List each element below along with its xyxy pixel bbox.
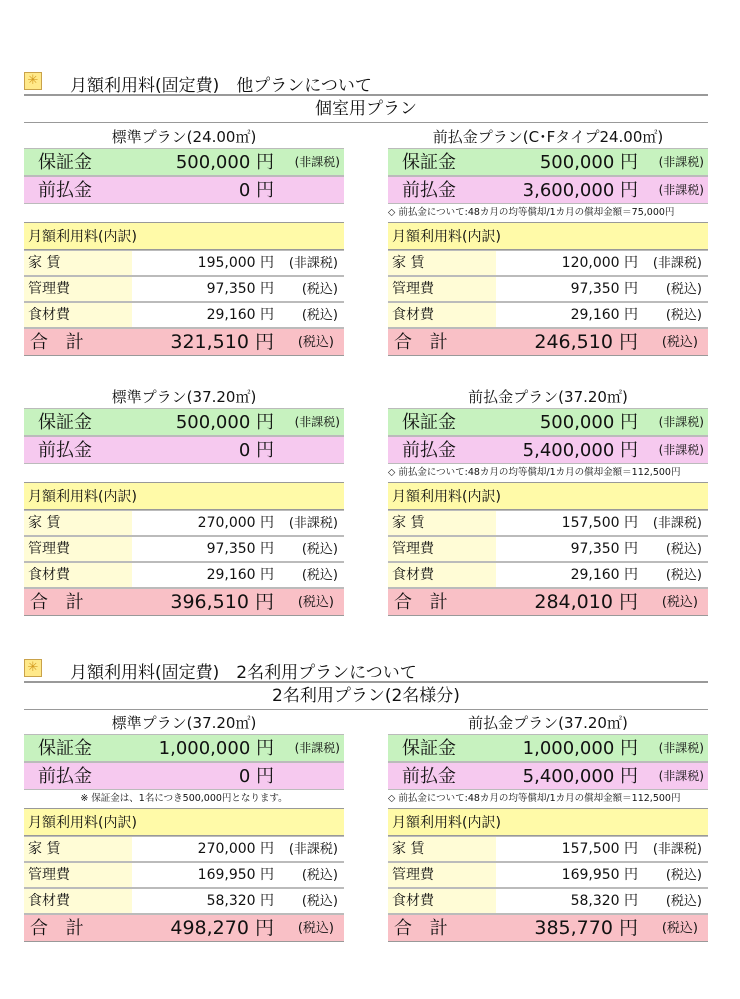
food-cost-row — [24, 888, 344, 914]
management-fee-value: 97,350 円 — [570, 281, 638, 297]
food-cost-label: 食材費 — [392, 307, 434, 323]
total-row — [388, 328, 708, 356]
plan-card — [24, 712, 344, 942]
prepay-label: 前払金 — [38, 180, 92, 201]
rent-row — [388, 836, 708, 862]
prepay-row — [24, 176, 344, 204]
deposit-label: 保証金 — [402, 152, 456, 173]
total-row — [24, 328, 344, 356]
deposit-label: 保証金 — [38, 412, 92, 433]
food-cost-tax: (税込) — [301, 308, 338, 323]
management-fee-row — [388, 536, 708, 562]
management-fee-value: 97,350 円 — [570, 541, 638, 557]
management-fee-label: 管理費 — [28, 541, 70, 557]
management-fee-tax: (税込) — [301, 542, 338, 557]
breakdown-header: 月額利用料(内訳) — [388, 222, 708, 250]
plan-note: ◇ 前払金について:48カ月の均等償却/1カ月の償却金額＝75,000円 — [388, 207, 675, 218]
rent-tax: (非課税) — [652, 256, 702, 271]
management-fee-label: 管理費 — [392, 281, 434, 297]
breakdown-header: 月額利用料(内訳) — [24, 482, 344, 510]
food-cost-row — [24, 562, 344, 588]
plan-name: 前払金プラン(C･Fタイプ24.00㎡) — [432, 128, 664, 146]
plan-name: 標準プラン(37.20㎡) — [111, 388, 257, 406]
total-row — [24, 914, 344, 942]
prepay-value: 0 円 — [238, 440, 274, 461]
section-header — [24, 657, 708, 683]
plan-card — [388, 126, 708, 356]
prepay-row — [388, 176, 708, 204]
food-cost-row — [24, 302, 344, 328]
management-fee-value: 97,350 円 — [206, 281, 274, 297]
plan-note: ※ 保証金は、1名につき500,000円となります。 — [80, 793, 288, 804]
rent-label: 家 賃 — [392, 841, 425, 857]
total-row — [388, 914, 708, 942]
rent-tax: (非課税) — [288, 256, 338, 271]
deposit-label: 保証金 — [38, 738, 92, 759]
food-cost-row — [388, 888, 708, 914]
food-cost-row — [388, 302, 708, 328]
prepay-label: 前払金 — [402, 440, 456, 461]
rent-row — [388, 510, 708, 536]
rent-row — [24, 836, 344, 862]
food-cost-value: 29,160 円 — [206, 567, 274, 583]
breakdown-header: 月額利用料(内訳) — [24, 808, 344, 836]
food-cost-tax: (税込) — [665, 894, 702, 909]
food-cost-value: 29,160 円 — [570, 307, 638, 323]
total-tax: (税込) — [661, 921, 698, 936]
prepay-value: 3,600,000 円 — [522, 180, 638, 201]
management-fee-value: 169,950 円 — [561, 867, 638, 883]
total-value: 321,510 円 — [170, 331, 274, 353]
food-cost-tax: (税込) — [301, 894, 338, 909]
rent-value: 270,000 円 — [197, 841, 274, 857]
prepay-row — [388, 436, 708, 464]
management-fee-tax: (税込) — [301, 282, 338, 297]
prepay-tax: (非課税) — [658, 769, 704, 783]
management-fee-label: 管理費 — [392, 541, 434, 557]
rent-label: 家 賃 — [28, 255, 61, 271]
deposit-value: 500,000 円 — [175, 152, 274, 173]
rent-value: 120,000 円 — [561, 255, 638, 271]
rent-row — [388, 250, 708, 276]
prepay-row — [388, 762, 708, 790]
deposit-tax: (非課税) — [294, 741, 340, 755]
management-fee-value: 97,350 円 — [206, 541, 274, 557]
management-fee-row — [24, 862, 344, 888]
rent-tax: (非課税) — [652, 842, 702, 857]
deposit-label: 保証金 — [402, 738, 456, 759]
total-tax: (税込) — [297, 335, 334, 350]
breakdown-header: 月額利用料(内訳) — [24, 222, 344, 250]
rent-tax: (非課税) — [652, 516, 702, 531]
food-cost-label: 食材費 — [28, 567, 70, 583]
prepay-label: 前払金 — [38, 440, 92, 461]
total-label: 合 計 — [30, 918, 90, 939]
prepay-tax: (非課税) — [658, 443, 704, 457]
plan-note: ◇ 前払金について:48カ月の均等償却/1カ月の償却金額＝112,500円 — [388, 793, 681, 804]
deposit-row — [24, 408, 344, 436]
section-header — [24, 70, 708, 96]
breakdown-header: 月額利用料(内訳) — [388, 482, 708, 510]
rent-row — [24, 510, 344, 536]
plan-card — [388, 712, 708, 942]
prepay-value: 0 円 — [238, 766, 274, 787]
deposit-row — [388, 408, 708, 436]
total-row — [24, 588, 344, 616]
deposit-label: 保証金 — [402, 412, 456, 433]
rent-tax: (非課税) — [288, 842, 338, 857]
rent-value: 195,000 円 — [197, 255, 274, 271]
management-fee-row — [24, 536, 344, 562]
total-label: 合 計 — [30, 592, 90, 613]
rent-label: 家 賃 — [392, 515, 425, 531]
total-label: 合 計 — [394, 332, 454, 353]
deposit-value: 500,000 円 — [539, 152, 638, 173]
food-cost-value: 29,160 円 — [206, 307, 274, 323]
plan-name: 標準プラン(24.00㎡) — [111, 128, 257, 146]
rent-label: 家 賃 — [392, 255, 425, 271]
total-value: 498,270 円 — [170, 917, 274, 939]
total-tax: (税込) — [661, 335, 698, 350]
food-cost-label: 食材費 — [28, 893, 70, 909]
food-cost-tax: (税込) — [301, 568, 338, 583]
total-label: 合 計 — [30, 332, 90, 353]
deposit-tax: (非課税) — [658, 155, 704, 169]
food-cost-label: 食材費 — [392, 893, 434, 909]
management-fee-tax: (税込) — [665, 282, 702, 297]
deposit-row — [24, 148, 344, 176]
food-cost-tax: (税込) — [665, 308, 702, 323]
star-icon: ✳ — [24, 659, 42, 677]
food-cost-label: 食材費 — [392, 567, 434, 583]
section-title: 月額利用料(固定費) 2名利用プランについて — [70, 663, 417, 683]
prepay-value: 0 円 — [238, 180, 274, 201]
total-value: 284,010 円 — [534, 591, 638, 613]
plan-note: ◇ 前払金について:48カ月の均等償却/1カ月の償却金額＝112,500円 — [388, 467, 681, 478]
prepay-row — [24, 762, 344, 790]
total-value: 385,770 円 — [534, 917, 638, 939]
section-subtitle: 個室用プラン — [24, 98, 708, 123]
management-fee-label: 管理費 — [28, 867, 70, 883]
management-fee-row — [388, 862, 708, 888]
prepay-row — [24, 436, 344, 464]
total-tax: (税込) — [297, 921, 334, 936]
food-cost-label: 食材費 — [28, 307, 70, 323]
star-icon: ✳ — [24, 72, 42, 90]
deposit-label: 保証金 — [38, 152, 92, 173]
management-fee-row — [24, 276, 344, 302]
prepay-tax: (非課税) — [658, 183, 704, 197]
deposit-row — [388, 734, 708, 762]
management-fee-row — [388, 276, 708, 302]
plan-note — [24, 464, 344, 482]
total-tax: (税込) — [297, 595, 334, 610]
rent-value: 157,500 円 — [561, 515, 638, 531]
total-row — [388, 588, 708, 616]
management-fee-value: 169,950 円 — [197, 867, 274, 883]
deposit-value: 500,000 円 — [539, 412, 638, 433]
rent-value: 157,500 円 — [561, 841, 638, 857]
food-cost-value: 58,320 円 — [206, 893, 274, 909]
deposit-tax: (非課税) — [294, 155, 340, 169]
prepay-label: 前払金 — [402, 766, 456, 787]
management-fee-label: 管理費 — [392, 867, 434, 883]
section-subtitle: 2名利用プラン(2名様分) — [24, 685, 708, 710]
plan-note — [24, 204, 344, 222]
deposit-value: 1,000,000 円 — [158, 738, 274, 759]
total-tax: (税込) — [661, 595, 698, 610]
prepay-value: 5,400,000 円 — [522, 766, 638, 787]
deposit-value: 500,000 円 — [175, 412, 274, 433]
deposit-tax: (非課税) — [294, 415, 340, 429]
food-cost-tax: (税込) — [665, 568, 702, 583]
prepay-value: 5,400,000 円 — [522, 440, 638, 461]
food-cost-row — [388, 562, 708, 588]
management-fee-label: 管理費 — [28, 281, 70, 297]
deposit-tax: (非課税) — [658, 741, 704, 755]
prepay-label: 前払金 — [38, 766, 92, 787]
rent-row — [24, 250, 344, 276]
rent-label: 家 賃 — [28, 515, 61, 531]
plan-name: 前払金プラン(37.20㎡) — [468, 714, 628, 732]
plan-card — [24, 386, 344, 616]
plan-name: 前払金プラン(37.20㎡) — [468, 388, 628, 406]
deposit-row — [24, 734, 344, 762]
plan-card — [388, 386, 708, 616]
management-fee-tax: (税込) — [301, 868, 338, 883]
deposit-row — [388, 148, 708, 176]
food-cost-value: 58,320 円 — [570, 893, 638, 909]
total-label: 合 計 — [394, 592, 454, 613]
total-label: 合 計 — [394, 918, 454, 939]
rent-tax: (非課税) — [288, 516, 338, 531]
management-fee-tax: (税込) — [665, 542, 702, 557]
rent-label: 家 賃 — [28, 841, 61, 857]
prepay-label: 前払金 — [402, 180, 456, 201]
breakdown-header: 月額利用料(内訳) — [388, 808, 708, 836]
management-fee-tax: (税込) — [665, 868, 702, 883]
deposit-value: 1,000,000 円 — [522, 738, 638, 759]
plan-name: 標準プラン(37.20㎡) — [111, 714, 257, 732]
rent-value: 270,000 円 — [197, 515, 274, 531]
plan-card — [24, 126, 344, 356]
food-cost-value: 29,160 円 — [570, 567, 638, 583]
total-value: 396,510 円 — [170, 591, 274, 613]
section-title: 月額利用料(固定費) 他プランについて — [70, 76, 372, 96]
total-value: 246,510 円 — [534, 331, 638, 353]
deposit-tax: (非課税) — [658, 415, 704, 429]
